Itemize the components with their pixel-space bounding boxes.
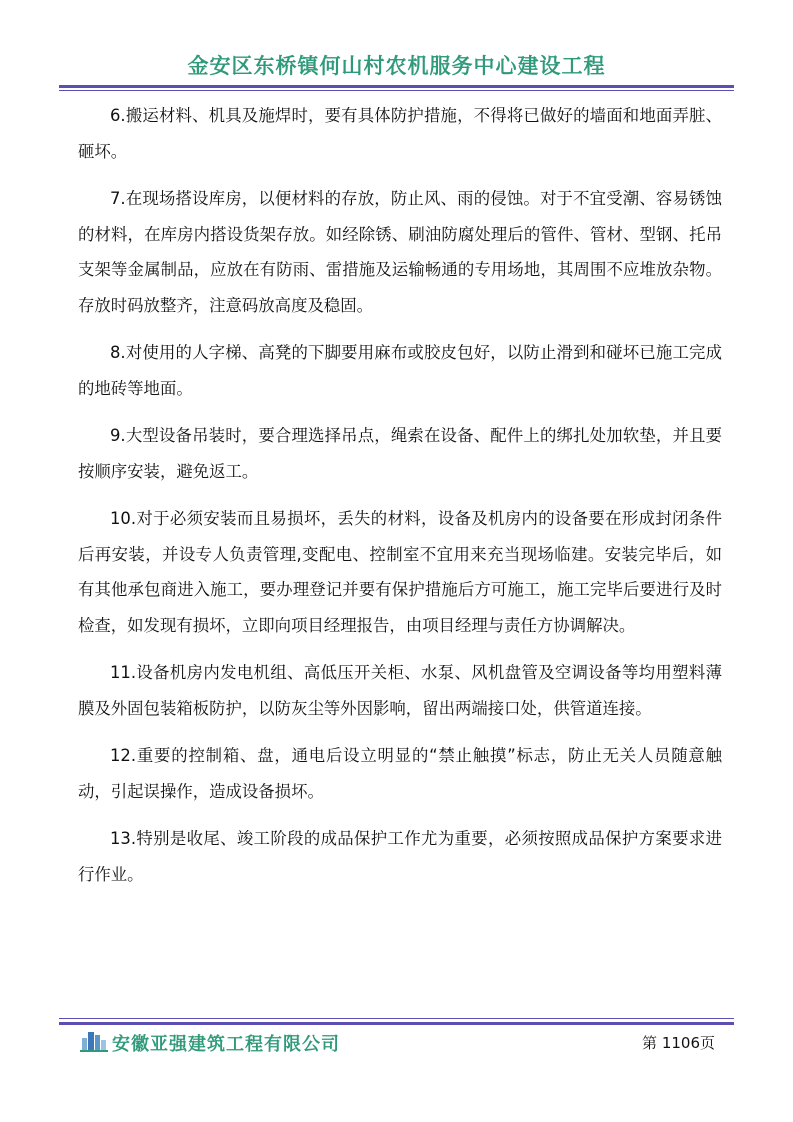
paragraph-12: 12.重要的控制箱、盘，通电后设立明显的“禁止触摸”标志，防止无关人员随意触动，引起误操作，造成设备损坏。 [78, 746, 722, 801]
paragraph-11: 11.设备机房内发电机组、高低压开关柜、水泵、风机盘管及空调设备等均用塑料薄膜及外固包装箱板防护，以防灰尘等外因影响，留出两端接口处，供管道连接。 [78, 663, 722, 718]
paragraph-8: 8.对使用的人字梯、高凳的下脚要用麻布或胶皮包好，以防止滑到和碰坏已施工完成的地砖等地面。 [78, 343, 722, 398]
footer-rule-thin [59, 1018, 734, 1019]
paragraph-6: 6.搬运材料、机具及施焊时，要有具体防护措施，不得将已做好的墙面和地面弄脏、砸坏。 [78, 106, 722, 161]
paragraph-10: 10.对于必须安装而且易损坏，丢失的材料，设备及机房内的设备要在形成封闭条件后再安装，并设专人负责管理,变配电、控制室不宜用来充当现场临建。安装完毕后，如有其他承包商进入施工，要办理登记并要有保护措施后方可施工，施工完毕后要进行及时检查，如发现有损坏，立即向项目经理报告，由项目经理与责任方协调解决。 [78, 509, 722, 635]
paragraph-13: 13.特别是收尾、竣工阶段的成品保护工作尤为重要，必须按照成品保护方案要求进行作业。 [78, 829, 722, 884]
building-logo-icon [80, 1030, 108, 1052]
paragraph-9: 9.大型设备吊装时，要合理选择吊点，绳索在设备、配件上的绑扎处加软垫，并且要按顺序安装，避免返工。 [78, 426, 722, 481]
page-header-title: 金安区东桥镇何山村农机服务中心建设工程 [187, 53, 606, 78]
header-rule-thin [59, 90, 734, 91]
footer-rule-thick [59, 1022, 734, 1025]
footer-page-number: 第 1106页 [642, 1034, 715, 1052]
header-rule-thick [59, 85, 734, 88]
document-body [78, 98, 722, 904]
footer-company-name: 安徽亚强建筑工程有限公司 [112, 1034, 340, 1055]
paragraph-7: 7.在现场搭设库房，以便材料的存放，防止风、雨的侵蚀。对于不宜受潮、容易锈蚀的材料，在库房内搭设货架存放。如经除锈、刷油防腐处理后的管件、管材、型钢、托吊支架等金属制品，应放在有防雨、雷措施及运输畅通的专用场地，其周围不应堆放杂物。存放时码放整齐，注意码放高度及稳固。 [78, 189, 722, 315]
